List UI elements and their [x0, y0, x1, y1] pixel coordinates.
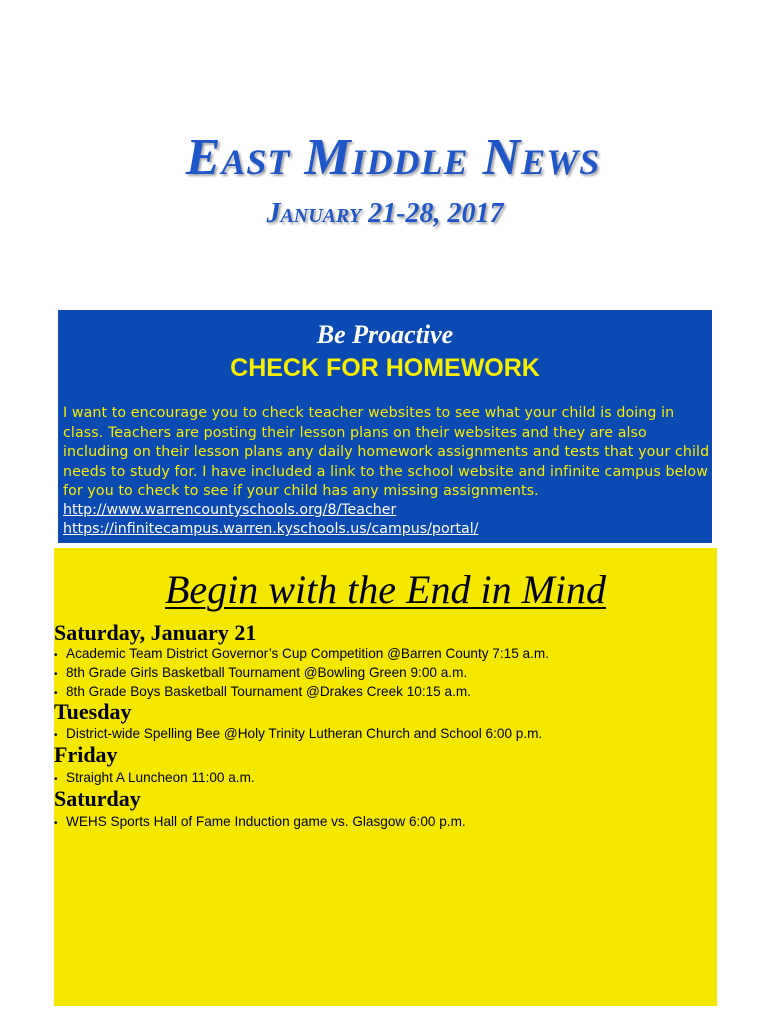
schedule-item [54, 646, 549, 661]
homework-heading: CHECK FOR HOMEWORK [230, 354, 540, 382]
schedule-item-text: WEHS Sports Hall of Fame Induction game vs. Glasgow 6:00 p.m. [66, 814, 466, 829]
schedule-item [54, 770, 255, 785]
schedule-item-text: Straight A Luncheon 11:00 a.m. [66, 770, 255, 785]
homework-paragraph: I want to encourage you to check teacher websites to see what your child is doing in class. Teachers are posting their lesson plans on their websites and they are also including on their lesson plans any daily homework assignments and tests that your child needs to study for. I have included a link to the school website and infinite campus below for you to check to see if your child has any missing assignments. [63, 405, 710, 499]
schedule-item-text: District-wide Spelling Bee @Holy Trinity Lutheran Church and School 6:00 p.m. [66, 726, 543, 741]
newsletter-title: East Middle News [185, 129, 601, 186]
bullet-icon: • [54, 669, 58, 680]
newsletter-dates: January 21-28, 2017 [266, 198, 504, 229]
proactive-subtitle: Be Proactive [316, 320, 454, 349]
schedule-heading: Begin with the End in Mind [164, 567, 607, 612]
schedule-item-text: 8th Grade Boys Basketball Tournament @Drakes Creek 10:15 a.m. [66, 684, 471, 699]
schedule-item [54, 665, 467, 680]
bullet-icon: • [54, 650, 58, 661]
schedule-panel [54, 548, 717, 1006]
day-heading-saturday: Saturday [54, 786, 141, 811]
bullet-icon: • [54, 688, 58, 699]
schedule-item-text: 8th Grade Girls Basketball Tournament @Bowling Green 9:00 a.m. [66, 665, 468, 680]
teacher-websites-link[interactable]: http://www.warrencountyschools.org/8/Teacher [63, 502, 397, 518]
day-heading-friday: Friday [54, 742, 118, 767]
homework-panel [58, 310, 712, 543]
bullet-icon: • [54, 774, 58, 785]
schedule-item [54, 814, 466, 829]
day-heading-tuesday: Tuesday [54, 699, 132, 724]
schedule-item [54, 726, 542, 741]
schedule-item-text: Academic Team District Governor’s Cup Competition @Barren County 7:15 a.m. [66, 646, 549, 661]
infinite-campus-link[interactable]: https://infinitecampus.warren.kyschools.us/campus/portal/ [63, 521, 479, 537]
day-heading-saturday-jan-21: Saturday, January 21 [54, 620, 257, 645]
bullet-icon: • [54, 818, 58, 829]
schedule-item [54, 684, 471, 699]
bullet-icon: • [54, 730, 58, 741]
